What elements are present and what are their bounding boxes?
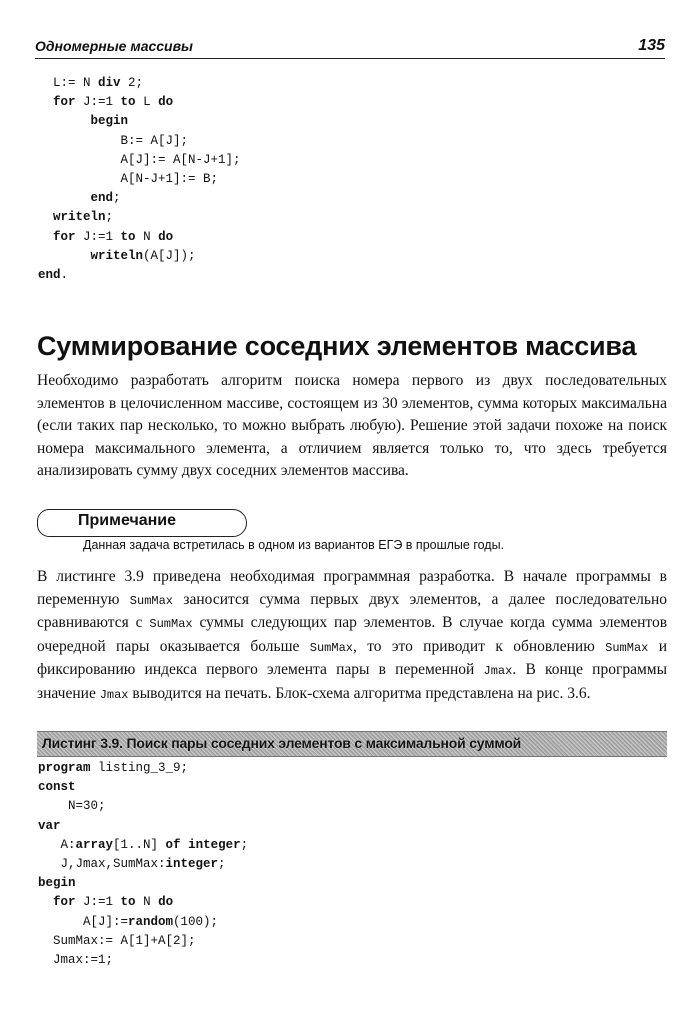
inline-code: SumMax <box>309 640 353 655</box>
code-line: end; <box>90 191 121 206</box>
chapter-title: Одномерные массивы <box>35 38 194 54</box>
section-heading: Суммирование соседних элементов массива <box>37 331 637 361</box>
code-line: A:array[1..N] of integer; <box>38 837 249 852</box>
code-line: A[J]:= A[N-J+1]; <box>38 152 241 167</box>
inline-code: Jmax <box>483 664 513 679</box>
listing-caption: Листинг 3.9. Поиск пары соседних элементов с максимальной суммой <box>42 735 522 751</box>
code-line: begin <box>38 876 76 891</box>
code-line: writeln; <box>53 210 114 225</box>
note-text: Данная задача встретилась в одном из вариантов ЕГЭ в прошлые годы. <box>83 538 505 552</box>
code-line: program listing_3_9; <box>38 761 189 775</box>
code-line: A[J]:=random(100); <box>38 914 219 929</box>
code-line: SumMax:= A[1]+A[2]; <box>38 933 196 948</box>
code-line: for J:=1 to N do <box>53 229 174 244</box>
code-block-listing <box>38 759 248 970</box>
code-line: const <box>38 780 76 795</box>
inline-code: SumMax <box>605 640 649 655</box>
code-line: var <box>38 818 61 833</box>
code-line: for J:=1 to L do <box>53 95 174 110</box>
inline-code: SumMax <box>149 617 193 632</box>
code-line: Jmax:=1; <box>38 952 114 967</box>
running-header <box>35 34 665 59</box>
code-line: end. <box>38 267 69 282</box>
note-title: Примечание <box>78 512 177 529</box>
paragraph-task: Необходимо разработать алгоритм поиска номера первого из двух последовательных элементов в целочисленном массиве, состоящем из 30 элементов, сумма которых максимальна (если таких пар несколько, то можно выбрать любую). Решение этой задачи похоже на поиск номера максимального элемента, а отличием является только то, что здесь требуется анализировать сумму двух соседних элементов массива. <box>37 372 667 480</box>
code-line: B:= A[J]; <box>38 133 189 148</box>
page-number: 135 <box>638 37 665 54</box>
code-line: for J:=1 to N do <box>53 895 174 910</box>
paragraph-description: В листинге 3.9 приведена необходимая программная разработка. В начале программы в переменную SumMax заносится сумма первых двух элементов, а далее последовательно сравниваются с SumMax суммы следующих пар элементов. В случае когда сумма элементов очередной пары оказывается больше SumMax, то это приводит к обновлению SumMax и фиксированию индекса первого элемента пары в переменной Jmax. В конце программы значение Jmax выводится на печать. Блок-схема алгоритма представлена на рис. 3.6. <box>37 568 668 702</box>
inline-code: SumMax <box>129 593 174 608</box>
code-line: J,Jmax,SumMax:integer; <box>38 856 226 871</box>
inline-code: Jmax <box>99 687 129 702</box>
code-line: begin <box>90 114 129 129</box>
code-block-top <box>38 74 241 285</box>
code-line: writeln(A[J]); <box>90 248 196 263</box>
code-line: N=30; <box>38 799 106 814</box>
code-line: A[N-J+1]:= B; <box>38 171 219 186</box>
code-line: L:= N div 2; <box>38 76 144 90</box>
